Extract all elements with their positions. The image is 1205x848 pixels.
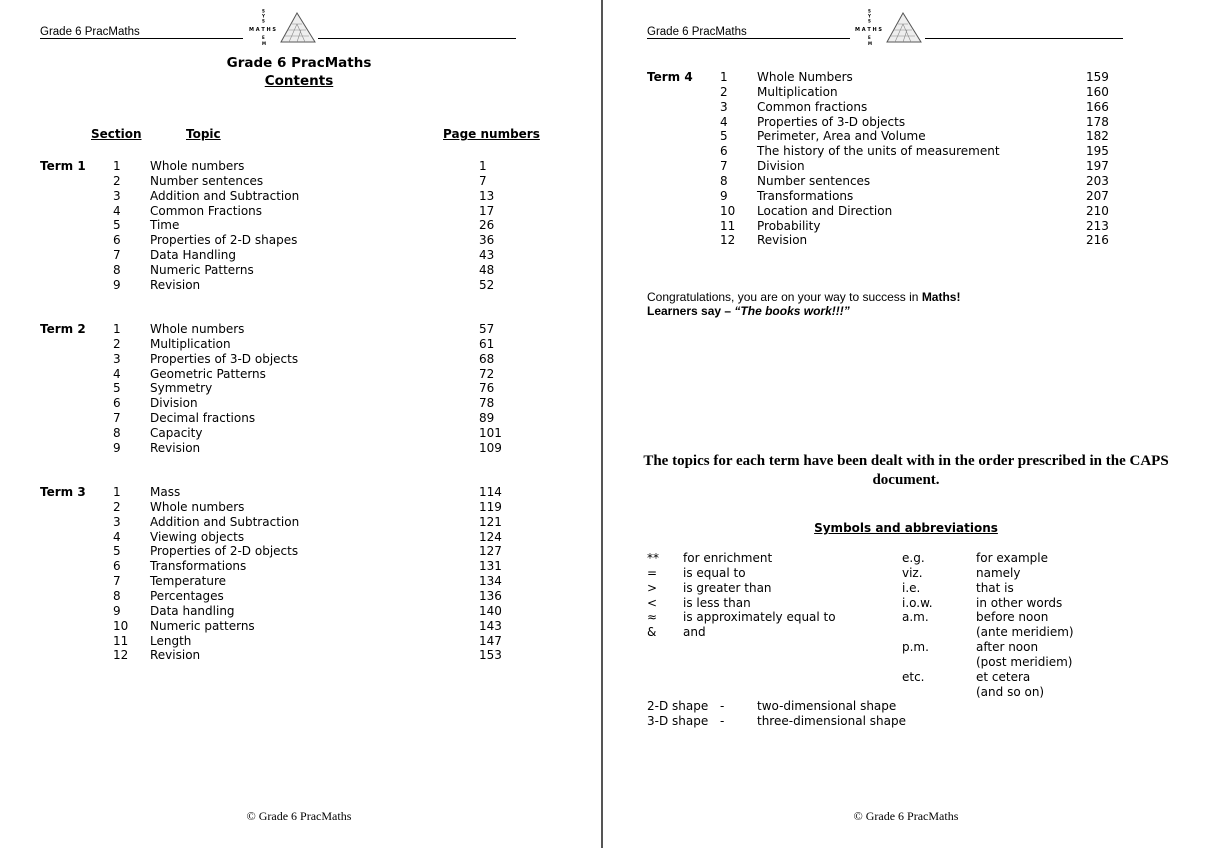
topic-name: Revision [150,277,201,292]
congratulations-text [647,290,960,305]
topic-name: Length [150,633,192,648]
topic-name: Multiplication [757,84,838,99]
topic-number: 8 [113,425,121,440]
topic-number: 4 [113,203,121,218]
topic-name: Numeric Patterns [150,262,254,277]
header-rule [925,38,1123,39]
topic-number: 7 [113,411,121,426]
page-number: 213 [1086,218,1109,233]
shape-term: 3-D shape [647,713,709,728]
topic-name: Whole numbers [150,499,245,514]
footer: © Grade 6 PracMaths [246,809,352,823]
topic-number: 3 [720,99,728,114]
column-header-section: Section [91,127,142,141]
topic-number: 7 [113,574,121,589]
topic-name: Geometric Patterns [150,366,266,381]
page-number: 197 [1086,159,1109,174]
topic-number: 6 [720,144,728,159]
topic-name: Division [757,159,805,174]
topic-name: Whole numbers [150,159,245,173]
page-number: 195 [1086,144,1109,159]
symbol: = [647,565,658,580]
topic-name: Symmetry [150,381,213,396]
topic-name: Numeric patterns [150,618,255,633]
topic-number: 3 [113,351,121,366]
page-number: 119 [479,499,502,514]
page-number: 109 [479,440,502,455]
topic-name: Whole Numbers [757,70,853,84]
page-number: 72 [479,366,495,381]
page-number: 147 [479,633,502,648]
symbol: ** [647,551,659,565]
topic-name: Revision [757,233,808,248]
topic-name: Perimeter, Area and Volume [757,129,926,144]
topic-name: Properties of 2-D shapes [150,233,298,248]
page-number: 13 [479,188,495,203]
page-number: 134 [479,574,502,589]
topic-name: Revision [150,648,201,663]
abbreviation-meaning: et cetera [976,669,1031,684]
svg-text:M A T H S: M A T H S [855,27,883,33]
page-number: 160 [1086,84,1109,99]
svg-text:S: S [868,8,871,14]
svg-text:E: E [262,35,265,40]
topic-number: 6 [113,559,121,574]
topic-number: 9 [113,277,121,292]
symbol: ≈ [647,610,658,625]
left-page [0,0,601,848]
page-number: 207 [1086,188,1109,203]
page-number: 114 [479,485,502,499]
page-number: 182 [1086,129,1109,144]
topic-name: Capacity [150,425,203,440]
page-number: 203 [1086,173,1109,188]
abbreviation: a.m. [902,610,929,625]
topic-name: Decimal fractions [150,411,256,426]
term-label: Term 3 [40,485,86,499]
caps-note: The topics for each term have been dealt with in the order prescribed in the CAPS document. [643,453,1169,488]
topic-name: Revision [150,440,201,455]
topic-name: Multiplication [150,336,231,351]
topic-number: 12 [113,648,129,663]
topic-name: Number sentences [757,173,871,188]
shape-term: 2-D shape [647,699,709,713]
page-number: 101 [479,425,502,440]
topic-name: Data Handling [150,248,236,263]
page-number: 140 [479,603,502,618]
page-number: 26 [479,218,495,233]
topic-number: 3 [113,514,121,529]
topic-number: 7 [720,159,728,174]
topic-number: 4 [113,366,121,381]
topic-name: Viewing objects [150,529,245,544]
page-number: 127 [479,544,502,559]
shape-dash: - [720,699,725,713]
learners-say [647,304,850,319]
page-number: 78 [479,396,495,411]
topic-number: 8 [720,173,728,188]
page-number: 159 [1086,70,1109,84]
header-rule [318,38,516,39]
page-number: 210 [1086,203,1109,218]
topic-name: Time [150,218,180,233]
page-number: 131 [479,559,502,574]
header-title: Grade 6 PracMaths [40,26,140,38]
page-number: 166 [1086,99,1109,114]
learners-quote: “The books work!!!” [734,304,850,318]
abbreviation-meaning: (ante meridiem) [976,625,1074,640]
topic-number: 7 [113,248,121,263]
page-number: 61 [479,336,495,351]
topic-number: 10 [113,618,129,633]
topic-number: 5 [113,544,121,559]
topic-number: 1 [113,322,121,336]
topic-number: 8 [113,588,121,603]
abbreviation: etc. [902,669,925,684]
topic-number: 1 [113,485,121,499]
topic-number: 2 [113,499,121,514]
topic-name: Percentages [150,588,224,603]
topic-name: Whole numbers [150,322,245,336]
maths-system-logo [245,8,317,46]
column-header-topic: Topic [186,127,221,141]
topic-number: 11 [113,633,129,648]
page-number: 1 [479,159,487,173]
shape-meaning: three-dimensional shape [757,713,906,728]
symbol-meaning: is greater than [683,580,772,595]
page-number: 48 [479,262,495,277]
page-number: 7 [479,173,487,188]
topic-number: 2 [113,173,121,188]
topic-name: The history of the units of measurement [757,144,1000,159]
shape-meaning: two-dimensional shape [757,699,897,713]
abbreviation: i.e. [902,580,921,595]
abbreviation: e.g. [902,551,925,565]
topic-number: 6 [113,233,121,248]
page-number: 52 [479,277,495,292]
topic-name: Common fractions [757,99,868,114]
page-number: 68 [479,351,495,366]
abbreviation-meaning: in other words [976,595,1063,610]
topic-name: Division [150,396,198,411]
topic-number: 1 [113,159,121,173]
right-page [603,0,1205,848]
page-number: 178 [1086,114,1109,129]
topic-number: 9 [720,188,728,203]
svg-text:Y: Y [868,13,871,19]
svg-text:E: E [868,35,871,40]
page-number: 57 [479,322,495,336]
svg-text:M: M [868,41,872,46]
topic-name: Probability [757,218,821,233]
symbol: & [647,625,657,640]
topic-number: 12 [720,233,736,248]
topic-number: 6 [113,396,121,411]
symbol-meaning: is approximately equal to [683,610,836,625]
term-label: Term 2 [40,322,86,336]
topic-name: Number sentences [150,173,264,188]
abbreviation-meaning: namely [976,565,1021,580]
symbol: > [647,580,658,595]
page-number: 43 [479,248,495,263]
svg-text:M: M [262,41,266,46]
term-label: Term 1 [40,159,86,173]
topic-name: Transformations [757,188,854,203]
symbol-meaning: is equal to [683,565,746,580]
topic-name: Addition and Subtraction [150,514,300,529]
abbreviation-meaning: after noon [976,640,1039,655]
abbreviation-meaning: (and so on) [976,684,1045,699]
topic-name: Common Fractions [150,203,263,218]
topic-number: 3 [113,188,121,203]
topic-name: Transformations [150,559,247,574]
topic-number: 2 [113,336,121,351]
topic-name: Properties of 3-D objects [757,114,906,129]
contents-heading: Contents [264,73,334,89]
abbreviation-meaning: that is [976,580,1014,595]
abbreviation-meaning: before noon [976,610,1049,625]
topic-number: 5 [720,129,728,144]
page-number: 36 [479,233,495,248]
topic-number: 11 [720,218,736,233]
topic-name: Addition and Subtraction [150,188,300,203]
page-number: 89 [479,411,495,426]
topic-name: Data handling [150,603,235,618]
topic-number: 9 [113,603,121,618]
symbol: < [647,595,658,610]
symbol-meaning: and [683,625,706,640]
congrats-prefix: Congratulations, you are on your way to success in [647,290,922,304]
symbols-heading: Symbols and abbreviations [814,521,998,535]
svg-text:S: S [262,18,265,24]
topic-number: 9 [113,440,121,455]
abbreviation: p.m. [902,640,929,655]
header-title: Grade 6 PracMaths [647,26,747,38]
header-rule [40,38,243,39]
topic-number: 5 [113,218,121,233]
page-number: 17 [479,203,495,218]
abbreviation: viz. [902,565,923,580]
footer: © Grade 6 PracMaths [853,809,959,823]
learners-prefix: Learners say – [647,304,735,318]
topic-number: 8 [113,262,121,277]
topic-name: Temperature [150,574,227,589]
page-number: 76 [479,381,495,396]
page-number: 121 [479,514,502,529]
page-number: 143 [479,618,502,633]
symbol-meaning: is less than [683,595,751,610]
topic-number: 5 [113,381,121,396]
symbol-meaning: for enrichment [683,551,773,565]
congrats-bold: Maths! [921,290,961,304]
shape-dash: - [720,713,725,728]
page-number: 136 [479,588,502,603]
topic-name: Mass [150,485,181,499]
page-number: 216 [1086,233,1109,248]
term-label: Term 4 [647,70,693,84]
abbreviation-meaning: (post meridiem) [976,654,1073,669]
svg-text:S: S [868,18,871,24]
topic-number: 4 [720,114,728,129]
topic-name: Properties of 2-D objects [150,544,299,559]
page-number: 124 [479,529,502,544]
abbreviation-meaning: for example [976,551,1048,565]
topic-name: Properties of 3-D objects [150,351,299,366]
svg-text:M A T H S: M A T H S [249,27,277,33]
page-title: Grade 6 PracMaths [226,55,372,71]
topic-number: 1 [720,70,728,84]
topic-number: 2 [720,84,728,99]
svg-text:S: S [262,8,265,14]
topic-number: 4 [113,529,121,544]
abbreviation: i.o.w. [902,595,933,610]
page-number: 153 [479,648,502,663]
topic-number: 10 [720,203,736,218]
svg-text:Y: Y [262,13,265,19]
header-rule [647,38,850,39]
column-header-pages: Page numbers [443,127,540,141]
maths-system-logo [851,8,923,46]
topic-name: Location and Direction [757,203,893,218]
